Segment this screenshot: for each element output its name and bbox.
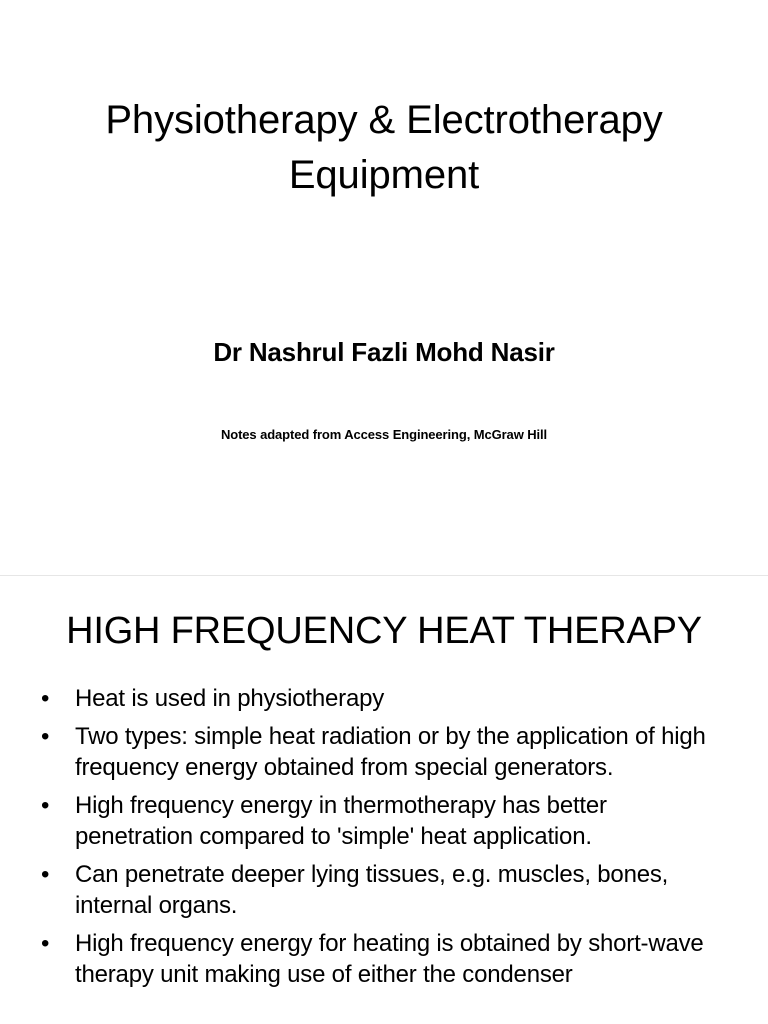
author-name: Dr Nashrul Fazli Mohd Nasir bbox=[213, 337, 555, 367]
bullet-item bbox=[41, 683, 721, 714]
bullet-item bbox=[41, 790, 721, 852]
bullet-marker: • bbox=[41, 792, 50, 819]
bullet-text: Heat is used in physiotherapy bbox=[75, 685, 385, 712]
bullet-text: Can penetrate deeper lying tissues, e.g. muscles, bones, internal organs. bbox=[75, 861, 669, 919]
bullet-item bbox=[41, 859, 721, 921]
bullet-text: Two types: simple heat radiation or by the application of high frequency energy obtained from special generators. bbox=[75, 723, 706, 781]
bullet-marker: • bbox=[41, 861, 50, 888]
bullet-item bbox=[41, 928, 721, 990]
slide-title-line-1: Physiotherapy & Electrotherapy bbox=[105, 98, 663, 142]
bullet-marker: • bbox=[41, 685, 50, 712]
bullet-marker: • bbox=[41, 930, 50, 957]
source-note: Notes adapted from Access Engineering, McGraw Hill bbox=[220, 427, 548, 442]
content-slide bbox=[0, 576, 768, 1024]
bullet-text: High frequency energy for heating is obtained by short-wave therapy unit making use of either the condenser bbox=[75, 930, 704, 988]
slide-title-line-2: Equipment bbox=[288, 153, 480, 197]
bullet-item bbox=[41, 721, 721, 783]
section-heading: HIGH FREQUENCY HEAT THERAPY bbox=[66, 610, 702, 652]
bullet-list bbox=[41, 683, 721, 997]
bullet-marker: • bbox=[41, 723, 50, 750]
bullet-text: High frequency energy in thermotherapy has better penetration compared to 'simple' heat application. bbox=[75, 792, 607, 850]
